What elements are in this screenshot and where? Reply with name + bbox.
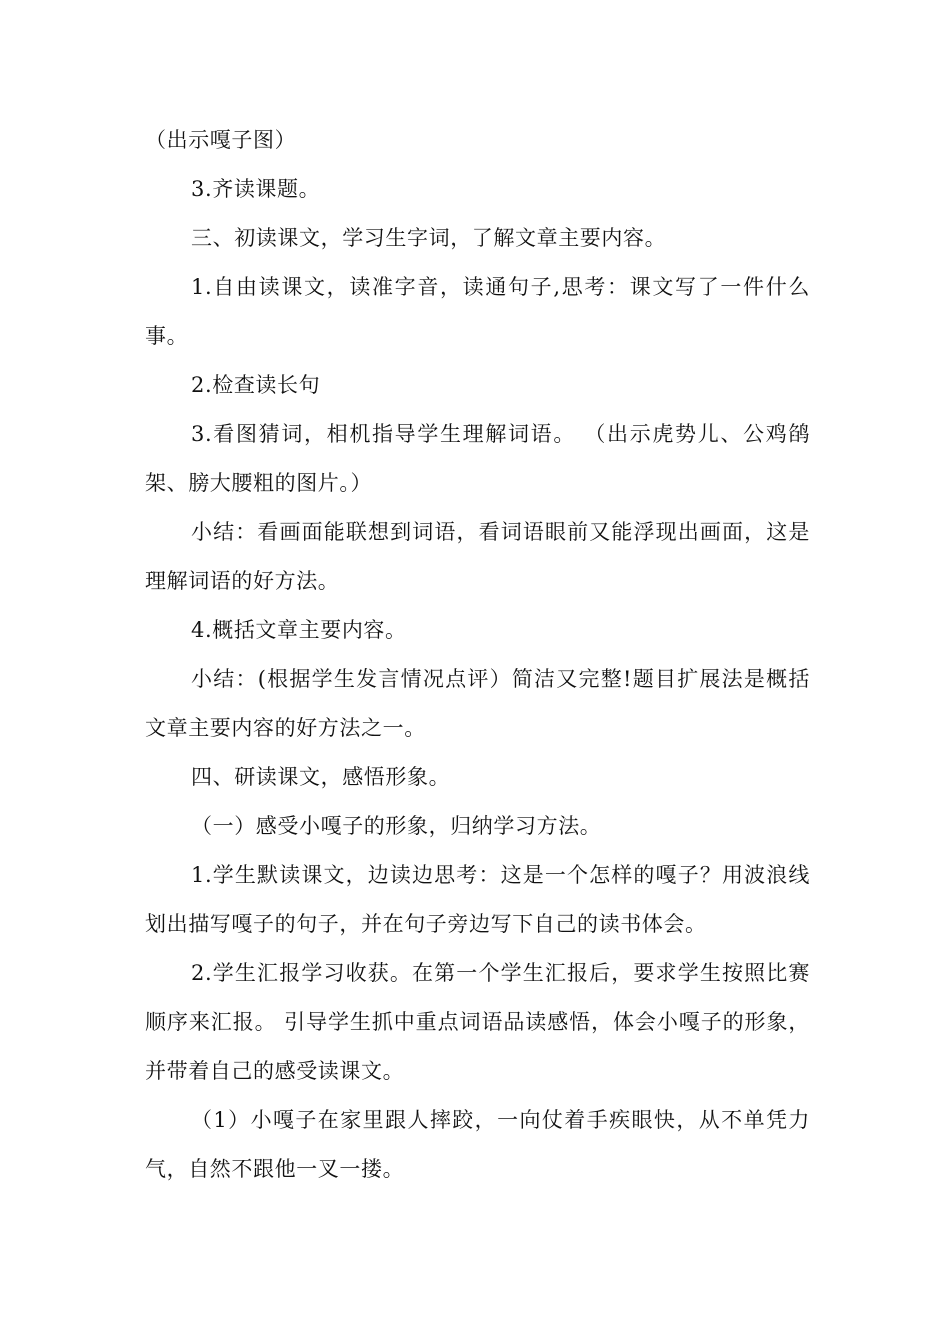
paragraph-report-results: 2.学生汇报学习收获。在第一个学生汇报后，要求学生按照比赛顺序来汇报。 引导学生抓中重点词语品读感悟，体会小嘎子的形象，并带着自己的感受读课文。 — [145, 961, 810, 1083]
section-heading-study-text: 四、研读课文，感悟形象。 — [191, 765, 451, 789]
section-heading-first-reading: 三、初读课文，学习生字词，了解文章主要内容。 — [191, 226, 667, 250]
paragraph-silent-reading: 1.学生默读课文，边读边思考：这是一个怎样的嘎子？用波浪线划出描写嘎子的句子，并在句子旁边写下自己的读书体会。 — [145, 863, 810, 936]
paragraph-quote-wrestling: （1）小嘎子在家里跟人摔跤，一向仗着手疾眼快，从不单凭力气，自然不跟他一叉一搂。 — [145, 1108, 810, 1181]
paragraph-show-picture: （出示嘎子图） — [145, 128, 297, 152]
paragraph-free-reading: 1.自由读课文，读准字音，读通句子,思考：课文写了一件什么事。 — [145, 275, 810, 348]
paragraph-summary-method: 小结：(根据学生发言情况点评）简洁又完整!题目扩展法是概括文章主要内容的好方法之一。 — [145, 667, 810, 740]
subsection-heading-character: （一）感受小嘎子的形象，归纳学习方法。 — [191, 814, 602, 838]
paragraph-main-content: 4.概括文章主要内容。 — [191, 618, 407, 642]
paragraph-check-long-sentences: 2.检查读长句 — [191, 373, 321, 397]
document-body — [145, 116, 810, 1194]
paragraph-picture-word-guess: 3.看图猜词，相机指导学生理解词语。 （出示虎势儿、公鸡鹐架、膀大腰粗的图片。） — [145, 422, 810, 495]
paragraph-read-title: 3.齐读课题。 — [191, 177, 321, 201]
paragraph-summary-words: 小结：看画面能联想到词语，看词语眼前又能浮现出画面，这是理解词语的好方法。 — [145, 520, 810, 593]
